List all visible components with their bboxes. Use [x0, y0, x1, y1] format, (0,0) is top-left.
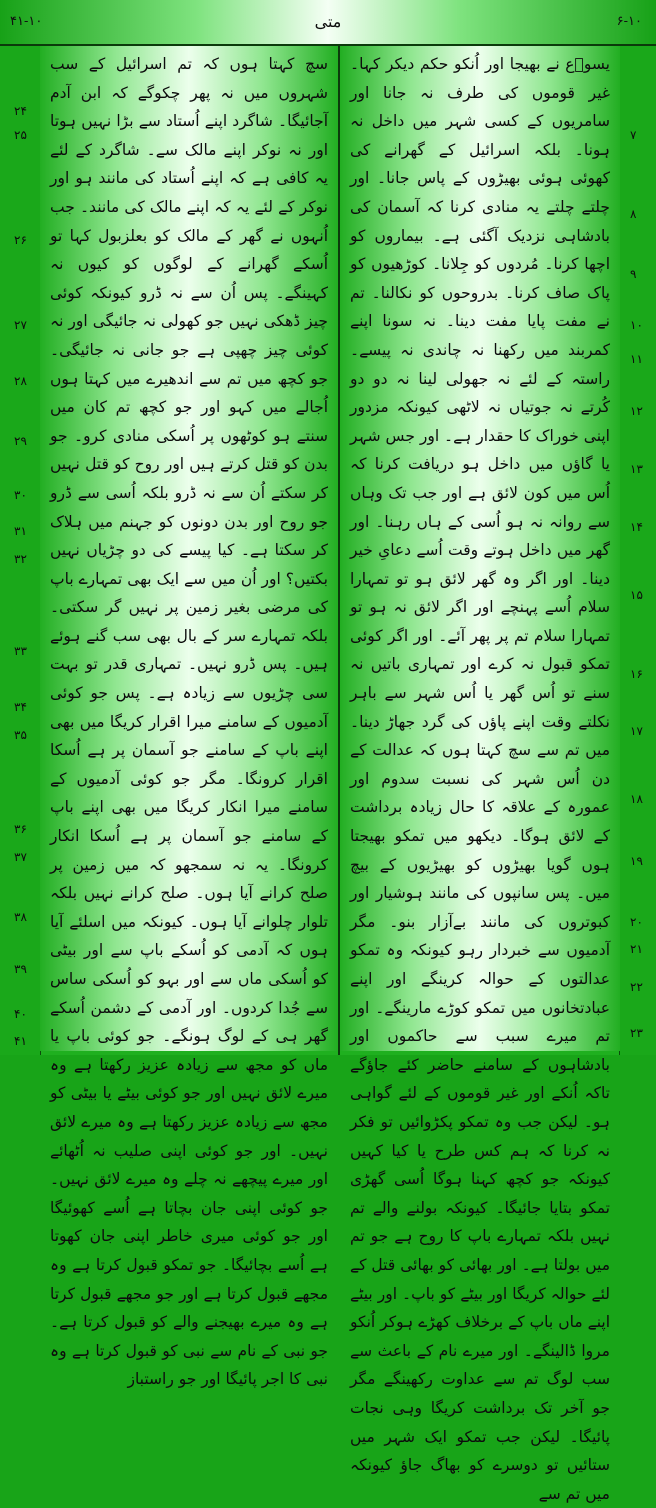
- left-verse-number: ۲۵: [14, 128, 27, 142]
- right-verse-number: ۱۳: [630, 462, 643, 476]
- right-verse-number: ۲۲: [630, 980, 643, 994]
- left-verse-number: ۳۸: [14, 910, 27, 924]
- right-verse-number: ۲۱: [630, 942, 643, 956]
- left-verse-number: ۳۲: [14, 552, 27, 566]
- left-verse-number: ۳۶: [14, 822, 27, 836]
- left-verse-number: ۳۹: [14, 962, 27, 976]
- right-verse-number: ۱۹: [630, 854, 643, 868]
- right-verse-number: ۱۰: [630, 318, 643, 332]
- right-verse-number: ۲۰: [630, 915, 643, 929]
- right-verse-number: ۹: [630, 267, 637, 281]
- left-verse-number: ۲۸: [14, 374, 27, 388]
- left-verse-number: ۲۷: [14, 318, 27, 332]
- header-left-reference: ۴۱-۱۰: [10, 14, 43, 29]
- left-verse-number: ۳۳: [14, 644, 27, 658]
- right-text-column: یسوؔع نے بھیجا اور اُنکو حکم دیکر کہا۔ غیر قوموں کی طرف نہ جانا اور سامریوں کے کسی شہر میں داخل نہ ہونا۔ بلکہ اسرائیل کے گھرانے کی کھوئی ہوئی بھیڑوں کے پاس جانا۔ اور چلتے چلتے یہ منادی کرنا کہ آسمان کی بادشاہی نزدیک آگئی ہے۔ بیماروں کو اچھا کرنا۔ مُردوں کو جِلانا۔ کوڑھیوں کو پاک صاف کرنا۔ بدروحوں کو نکالنا۔ تم نے مفت پایا مفت دینا۔ نہ سونا اپنے کمربند میں رکھنا نہ چاندی نہ پیسے۔ راستہ کے لئے نہ جھولی لینا نہ دو دو کُرتے نہ جوتیاں نہ لاٹھی کیونکہ مزدور اپنی خوراک کا حقدار ہے۔ اور جس شہر یا گاؤں میں داخل ہو دریافت کرنا کہ اُس میں کون لائق ہے اور جب تک وہاں سے روانہ نہ ہو اُسی کے ہاں رہنا۔ اور گھر میں داخل ہوتے وقت اُسے دعایِ خیر دینا۔ اور اگر وہ گھر لائق ہو تو تمہارا سلام اُسے پہنچے اور اگر لائق نہ ہو تو تمہارا سلام تم پر پھر آئے۔ اور اگر کوئی تمکو قبول نہ کرے اور تمہاری باتیں نہ سنے تو اُس گھر یا اُس شہر سے باہر نکلتے وقت اپنے پاؤں کی گرد جھاڑ دینا۔ میں تم سے سچ کہتا ہوں کہ عدالت کے دن اُس شہر کی نسبت سدوم اور عمورہ کے علاقہ کا حال زیادہ برداشت کے لائق ہوگا۔ دیکھو میں تمکو بھیجتا ہوں گویا بھیڑوں کو بھیڑیوں کے بیچ میں۔ پس سانپوں کی مانند ہوشیار اور کبوتروں کی مانند بےآزار بنو۔ مگر آدمیوں سے خبردار رہو کیونکہ وہ تمکو عدالتوں کے حوالہ کرینگے اور اپنے عبادتخانوں میں تمکو کوڑے مارینگے۔ اور تم میرے سبب سے حاکموں اور بادشاہوں کے سامنے حاضر کئے جاؤگے تاکہ اُنکے اور غیر قوموں کے لئے گواہی ہو۔ لیکن جب وہ تمکو پکڑوائیں تو فکر نہ کرنا کہ ہم کس طرح یا کیا کہیں کیونکہ جو کچھ کہنا ہوگا اُسی گھڑی تمکو بتایا جائیگا۔ کیونکہ بولنے والے تم نہیں بلکہ تمہارے باپ کا روح ہے جو تم میں بولتا ہے۔ اور بھائی کو بھائی قتل کے لئے حوالہ کریگا اور بیٹے کو باپ۔ اور بیٹے اپنے ماں باپ کے برخلاف کھڑے ہوکر اُنکو مروا ڈالینگے۔ اور میرے نام کے باعث سے سب لوگ تم سے عداوت رکھینگے مگر جو آخر تک برداشت کریگا وہی نجات پائیگا۔ لیکن جب تمکو ایک شہر میں ستائیں تو دوسرے کو بھاگ جاؤ کیونکہ میں تم سے: [340, 46, 620, 1051]
- page-header: [0, 0, 656, 46]
- right-verse-number: ۷: [630, 128, 637, 142]
- left-verse-number: ۳۷: [14, 850, 27, 864]
- right-verse-margin: [619, 46, 656, 1055]
- right-verse-number: ۱۲: [630, 404, 643, 418]
- left-verse-number: ۲۶: [14, 233, 27, 247]
- right-verse-number: ۸: [630, 207, 637, 221]
- header-right-reference: ۶-۱۰: [616, 14, 642, 29]
- left-verse-number: ۲۴: [14, 104, 27, 118]
- left-verse-number: ۳۰: [14, 488, 27, 502]
- right-verse-number: ۱۴: [630, 520, 643, 534]
- left-verse-number: ۴۱: [14, 1034, 27, 1048]
- left-text-column: سچ کہتا ہوں کہ تم اسرائیل کے سب شہروں میں نہ پھر چکوگے کہ ابن آدم آجائیگا۔ شاگرد اپنے اُستاد سے بڑا نہیں ہوتا اور نہ نوکر اپنے مالک سے۔ شاگرد کے لئے یہ کافی ہے کہ اپنے اُستاد کی مانند ہو اور نوکر کے لئے یہ کہ اپنے مالک کی مانند۔ جب اُنہوں نے گھر کے مالک کو بعلزبول کہا تو اُسکے گھرانے کے لوگوں کو کیوں نہ کہینگے۔ پس اُن سے نہ ڈرو کیونکہ کوئی چیز ڈھکی نہیں جو کھولی نہ جائیگی اور نہ کوئی چیز چھپی ہے جو جانی نہ جائیگی۔ جو کچھ میں تم سے اندھیرے میں کہتا ہوں اُجالے میں کہو اور جو کچھ تم کان میں سنتے ہو کوٹھوں پر اُسکی منادی کرو۔ جو بدن کو قتل کرتے ہیں اور روح کو قتل نہیں کر سکتے اُن سے نہ ڈرو بلکہ اُسی سے ڈرو جو روح اور بدن دونوں کو جہنم میں ہلاک کر سکتا ہے۔ کیا پیسے کی دو چڑیاں نہیں بکتیں؟ اور اُن میں سے ایک بھی تمہارے باپ کی مرضی بغیر زمین پر نہیں گر سکتی۔ بلکہ تمہارے سر کے بال بھی سب گنے ہوئے ہیں۔ پس ڈرو نہیں۔ تمہاری قدر تو بہت سی چڑیوں سے زیادہ ہے۔ پس جو کوئی آدمیوں کے سامنے میرا اقرار کریگا میں بھی اپنے باپ کے سامنے جو آسمان پر ہے اُسکا اقرار کرونگا۔ مگر جو کوئی آدمیوں کے سامنے میرا انکار کریگا میں بھی اپنے باپ کے سامنے جو آسمان پر ہے اُسکا انکار کرونگا۔ یہ نہ سمجھو کہ میں زمین پر صلح کرانے آیا ہوں۔ صلح کرانے نہیں بلکہ تلوار چلوانے آیا ہوں۔ کیونکہ میں اسلئے آیا ہوں کہ آدمی کو اُسکے باپ سے اور بیٹی کو اُسکی ماں سے اور بہو کو اُسکی ساس سے جُدا کردوں۔ اور آدمی کے دشمن اُسکے گھر ہی کے لوگ ہونگے۔ جو کوئی باپ یا ماں کو مجھ سے زیادہ عزیز رکھتا ہے وہ میرے لائق نہیں اور جو کوئی بیٹے یا بیٹی کو مجھ سے زیادہ عزیز رکھتا ہے وہ میرے لائق نہیں۔ اور جو کوئی اپنی صلیب نہ اُٹھائے اور میرے پیچھے نہ چلے وہ میرے لائق نہیں۔ جو کوئی اپنی جان بچاتا ہے اُسے کھوئیگا اور جو کوئی میری خاطر اپنی جان کھوتا ہے اُسے بچائیگا۔ جو تمکو قبول کرتا ہے وہ مجھے قبول کرتا ہے اور جو مجھے قبول کرتا ہے وہ میرے بھیجنے والے کو قبول کرتا ہے۔ جو نبی کے نام سے نبی کو قبول کرتا ہے وہ نبی کا اجر پائیگا اور جو راستباز: [40, 46, 338, 1051]
- right-verse-number: ۱۸: [630, 792, 643, 806]
- left-verse-number: ۲۹: [14, 434, 27, 448]
- left-verse-margin: [0, 46, 41, 1055]
- right-verse-number: ۱۱: [630, 352, 643, 366]
- left-verse-number: ۳۱: [14, 524, 27, 538]
- book-title: متی: [314, 12, 342, 31]
- right-verse-number: ۱۵: [630, 588, 643, 602]
- left-verse-number: ۳۵: [14, 728, 27, 742]
- left-verse-number: ۳۴: [14, 700, 27, 714]
- right-verse-number: ۱۶: [630, 667, 643, 681]
- left-verse-number: ۴۰: [14, 1007, 27, 1021]
- right-verse-number: ۲۳: [630, 1026, 643, 1040]
- right-verse-number: ۱۷: [630, 724, 643, 738]
